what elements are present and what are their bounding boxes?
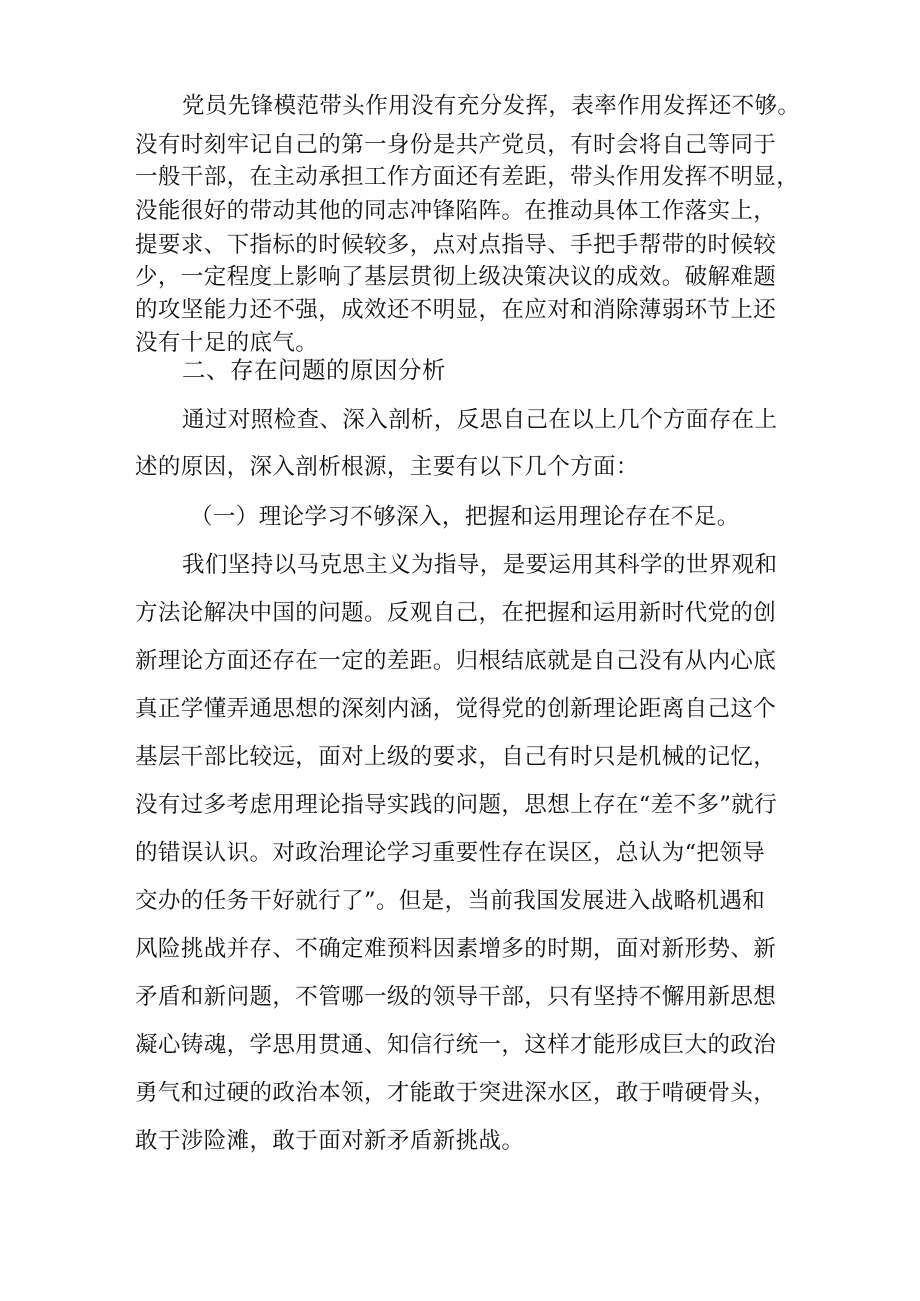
paragraph3-line10: 矛盾和新问题，不管哪一级的领导干部，只有坚持不懈用新思想 [135,984,777,1010]
paragraph1-line6: 少，一定程度上影响了基层贯彻上级决策决议的成效。破解难题 [135,264,777,290]
paragraph1-line2: 没有时刻牢记自己的第一身份是共产党员，有时会将自己等同于 [135,132,777,158]
paragraph1-line4: 没能很好的带动其他的同志冲锋陷阵。在推动具体工作落实上， [135,198,777,224]
paragraph3-line3: 新理论方面还存在一定的差距。归根结底就是自己没有从内心底 [135,648,777,674]
paragraph2-line2: 述的原因，深入剖析根源，主要有以下几个方面： [135,454,639,480]
paragraph3-line6: 没有过多考虑用理论指导实践的问题，思想上存在“差不多”就行 [135,792,778,818]
paragraph3-line12: 勇气和过硬的政治本领，才能敢于突进深水区，敢于啃硬骨头， [135,1080,777,1106]
paragraph3-line8: 交办的任务干好就行了”。但是，当前我国发展进入战略机遇和 [135,888,766,914]
paragraph1-line1: 党员先锋模范带头作用没有充分发挥，表率作用发挥还不够。 [182,93,801,119]
paragraph1-line7: 的攻坚能力还不强，成效还不明显，在应对和消除薄弱环节上还 [135,297,777,323]
paragraph3-line11: 凝心铸魂，学思用贯通、知信行统一，这样才能形成巨大的政治 [135,1032,777,1058]
paragraph3-line5: 基层干部比较远，面对上级的要求，自己有时只是机械的记忆， [135,744,777,770]
paragraph3-line7: 的错误认识。对政治理论学习重要性存在误区，总认为“把领导 [135,840,766,866]
paragraph2-line1: 通过对照检查、深入剖析，反思自己在以上几个方面存在上 [182,407,778,433]
paragraph3-line4: 真正学懂弄通思想的深刻内涵，觉得党的创新理论距离自己这个 [135,696,777,722]
paragraph1-line3: 一般干部，在主动承担工作方面还有差距，带头作用发挥不明显， [135,164,800,190]
paragraph3-line13: 敢于涉险滩，敢于面对新矛盾新挑战。 [135,1128,525,1154]
section-heading: 二、存在问题的原因分析 [182,356,446,384]
paragraph3-line2: 方法论解决中国的问题。反观自己，在把握和运用新时代党的创 [135,600,777,626]
paragraph1-line5: 提要求、下指标的时候较多，点对点指导、手把手帮带的时候较 [135,232,777,258]
paragraph3-line9: 风险挑战并存、不确定难预料因素增多的时期，面对新形势、新 [135,936,777,962]
paragraph1-line8: 没有十足的底气。 [135,330,319,356]
paragraph3-line1: 我们坚持以马克思主义为指导，是要运用其科学的世界观和 [182,552,778,578]
subsection-heading: （一）理论学习不够深入，把握和运用理论存在不足。 [190,504,740,530]
